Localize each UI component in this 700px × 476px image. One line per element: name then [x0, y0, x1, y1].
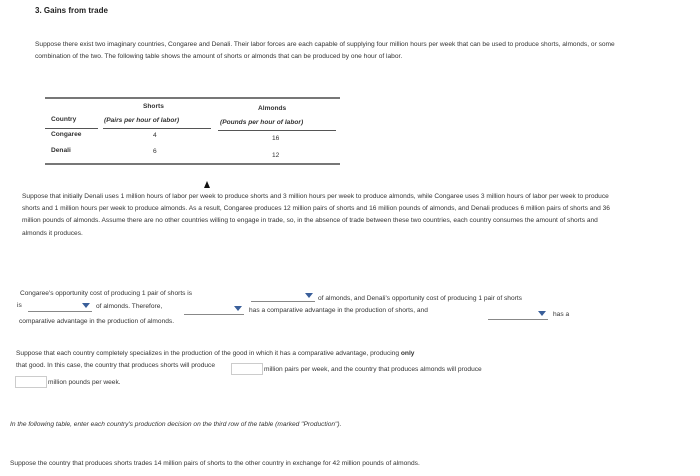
q2-text-d: million pounds per week. [48, 379, 121, 386]
q1-text-f: has a [553, 311, 570, 318]
header-shorts: Shorts [143, 103, 164, 110]
chevron-down-icon [82, 303, 90, 308]
q1-text-a: Congaree's opportunity cost of producing 1 pair of shorts is [20, 290, 193, 297]
almonds-advantage-country-dropdown[interactable] [488, 309, 548, 320]
chevron-down-icon [234, 306, 242, 311]
shorts-advantage-country-dropdown[interactable] [184, 304, 244, 315]
header-country: Country [51, 116, 77, 123]
q2-text-a: Suppose that each country completely specializes in the production of the good in which it has a comparative advantage, producing [16, 350, 400, 357]
shorts-quantity-input[interactable] [231, 363, 263, 375]
header-rule-shorts [103, 128, 211, 129]
almonds-quantity-input[interactable] [15, 376, 47, 388]
row-shorts: 6 [153, 148, 157, 155]
chevron-down-icon [305, 293, 313, 298]
q1-text-e: has a comparative advantage in the production of shorts, and [249, 307, 428, 314]
header-almonds: Almonds [258, 105, 287, 112]
intro-paragraph: Suppose there exist two imaginary countries, Congaree and Denali. Their labor forces are each capable of supplying four million hours per week that can be used to produce shorts, almonds, or some combination of the two. The following table shows the amount of shorts or almonds that can be produced by one hour of labor. [35, 41, 615, 61]
denali-opportunity-cost-dropdown[interactable] [28, 301, 92, 312]
header-rule-almonds [218, 130, 336, 131]
table-bottom-rule [45, 163, 340, 165]
q1-text-g: comparative advantage in the production of almonds. [19, 318, 175, 325]
section-title: 3. Gains from trade [35, 6, 108, 15]
header-shorts-unit: (Pairs per hour of labor) [104, 117, 180, 124]
q2-text-c: million pairs per week, and the country that produces almonds will produce [264, 366, 482, 373]
trade-paragraph: Suppose the country that produces shorts trades 14 million pairs of shorts to the other country in exchange for 42 million pounds of almonds. [10, 460, 420, 467]
instruction-text: In the following table, enter each country's production decision on the third row of the table (marked "Production"). [10, 421, 342, 428]
q2-text-line1 [16, 350, 414, 357]
header-almonds-unit: (Pounds per hour of labor) [220, 119, 304, 126]
table-top-rule [45, 97, 340, 99]
row-country: Denali [51, 147, 71, 154]
q1-text-c: is [17, 302, 22, 309]
chevron-down-icon [538, 311, 546, 316]
q2-text-b: that good. In this case, the country that produces shorts will produce [16, 362, 216, 369]
q2-text-only: only [400, 350, 415, 357]
q1-text-d: of almonds. Therefore, [96, 303, 163, 310]
header-rule-country [45, 128, 98, 129]
row-almonds: 16 [272, 135, 280, 142]
mouse-cursor-icon [204, 181, 210, 188]
row-country: Congaree [51, 131, 82, 138]
row-shorts: 4 [153, 132, 157, 139]
congaree-opportunity-cost-dropdown[interactable] [251, 291, 315, 302]
q1-text-b: of almonds, and Denali's opportunity cost of producing 1 pair of shorts [318, 295, 522, 302]
scenario-paragraph: Suppose that initially Denali uses 1 million hours of labor per week to produce shorts and 3 million hours per week to produce almonds, while Congaree uses 3 million hours of labor per week to produce shorts and 1 million hours per week to produce almonds. As a result, Congaree produces 12 million pairs of shorts and 16 million pounds of almonds, and Denali produces 6 million pairs of shorts and 36 million pounds of almonds. Assume there are no other countries willing to engage in trade, so, in the absence of trade between these two countries, each country consumes the amount of shorts and almonds it produces. [22, 193, 610, 237]
row-almonds: 12 [272, 152, 280, 159]
